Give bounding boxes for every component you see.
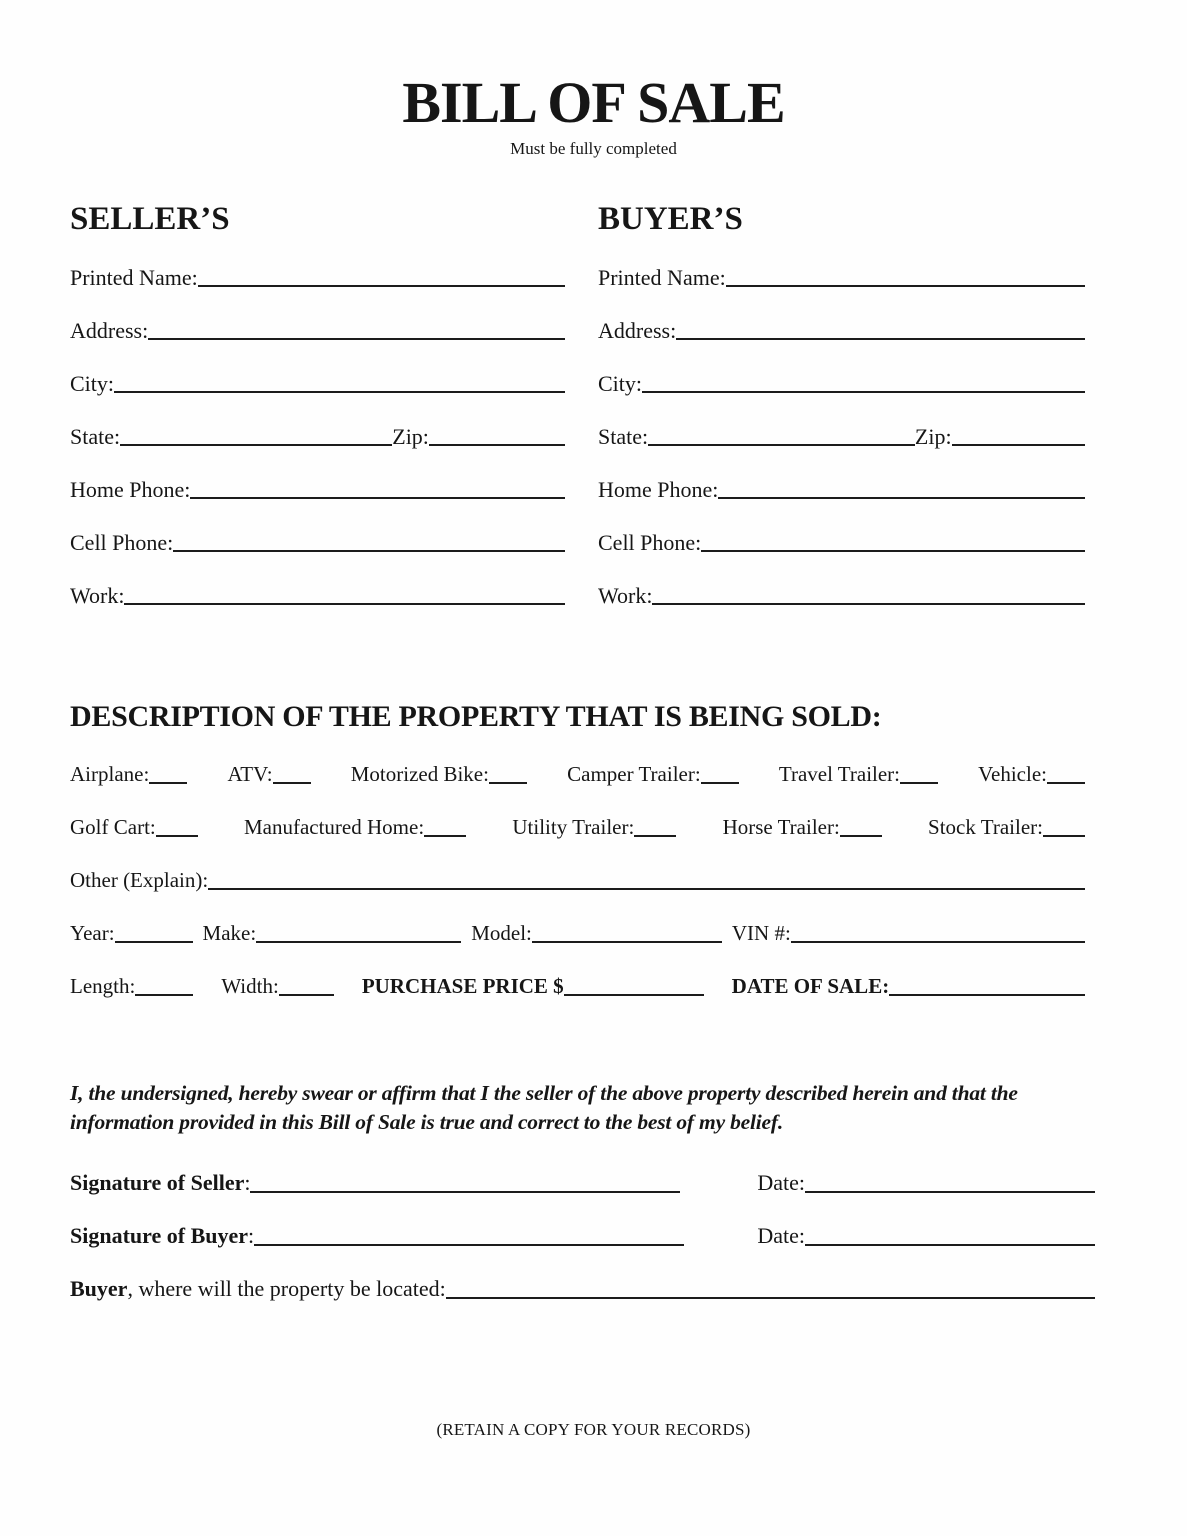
airplane-label: Airplane: bbox=[70, 762, 150, 786]
camper-trailer-field[interactable] bbox=[701, 782, 739, 784]
buyer-signature-row bbox=[70, 1223, 1095, 1249]
property-description-section bbox=[70, 700, 1085, 999]
buyer-printed-name-field[interactable] bbox=[726, 285, 1085, 287]
airplane-item bbox=[70, 762, 187, 787]
seller-cell-phone-row bbox=[70, 530, 565, 555]
seller-state-zip-row bbox=[70, 424, 565, 449]
page-title: BILL OF SALE bbox=[402, 70, 785, 135]
seller-date-field[interactable] bbox=[805, 1191, 1095, 1193]
width-field[interactable] bbox=[279, 994, 334, 996]
date-of-sale-item bbox=[732, 974, 1085, 999]
golf-cart-field[interactable] bbox=[156, 835, 198, 837]
buyer-date-label: Date: bbox=[757, 1223, 805, 1248]
utility-trailer-field[interactable] bbox=[634, 835, 676, 837]
length-label: Length: bbox=[70, 974, 136, 998]
vin-field[interactable] bbox=[791, 941, 1085, 943]
seller-home-phone-label: Home Phone: bbox=[70, 477, 191, 502]
year-item bbox=[70, 921, 193, 946]
year-make-model-vin-row bbox=[70, 921, 1085, 946]
model-field[interactable] bbox=[532, 941, 722, 943]
horse-trailer-field[interactable] bbox=[840, 835, 882, 837]
manufactured-home-label: Manufactured Home: bbox=[243, 815, 425, 839]
model-label: Model: bbox=[471, 921, 532, 945]
length-field[interactable] bbox=[135, 994, 193, 996]
seller-work-label: Work: bbox=[70, 583, 125, 608]
buyer-cell-phone-field[interactable] bbox=[701, 550, 1085, 552]
buyer-work-row bbox=[598, 583, 1085, 608]
purchase-price-label: PURCHASE PRICE $ bbox=[361, 974, 564, 998]
travel-trailer-label: Travel Trailer: bbox=[778, 762, 901, 786]
buyer-address-label: Address: bbox=[598, 318, 677, 343]
buyer-printed-name-label: Printed Name: bbox=[598, 265, 726, 290]
stock-trailer-label: Stock Trailer: bbox=[928, 815, 1043, 839]
buyer-state-field[interactable] bbox=[648, 444, 915, 446]
make-item bbox=[203, 921, 462, 946]
property-type-row-1 bbox=[70, 762, 1085, 787]
width-item bbox=[221, 974, 333, 999]
airplane-field[interactable] bbox=[149, 782, 187, 784]
property-location-row bbox=[70, 1276, 1095, 1302]
width-label: Width: bbox=[221, 974, 279, 998]
model-item bbox=[471, 921, 722, 946]
seller-cell-phone-label: Cell Phone: bbox=[70, 530, 174, 555]
horse-trailer-label: Horse Trailer: bbox=[722, 815, 840, 839]
year-field[interactable] bbox=[115, 941, 193, 943]
buyer-address-field[interactable] bbox=[676, 338, 1085, 340]
buyer-work-label: Work: bbox=[598, 583, 653, 608]
motorized-bike-field[interactable] bbox=[489, 782, 527, 784]
golf-cart-item bbox=[70, 815, 198, 840]
atv-label: ATV: bbox=[227, 762, 273, 786]
seller-home-phone-row bbox=[70, 477, 565, 502]
atv-field[interactable] bbox=[273, 782, 311, 784]
buyer-zip-label: Zip: bbox=[914, 424, 952, 449]
seller-work-row bbox=[70, 583, 565, 608]
utility-trailer-label: Utility Trailer: bbox=[512, 815, 635, 839]
travel-trailer-field[interactable] bbox=[900, 782, 938, 784]
affirmation-statement: I, the undersigned, hereby swear or affirm that I the seller of the above property described herein and that the information provided in this Bill of Sale is true and correct to the best of my belief. bbox=[70, 1081, 1018, 1134]
other-explain-row bbox=[70, 868, 1085, 893]
seller-city-field[interactable] bbox=[114, 391, 565, 393]
stock-trailer-field[interactable] bbox=[1043, 835, 1085, 837]
other-explain-field[interactable] bbox=[208, 888, 1085, 890]
retain-copy-note: (RETAIN A COPY FOR YOUR RECORDS) bbox=[436, 1420, 751, 1439]
buyer-date-field[interactable] bbox=[805, 1244, 1095, 1246]
purchase-price-item bbox=[362, 974, 704, 999]
buyer-printed-name-row bbox=[598, 265, 1085, 290]
signature-of-buyer-colon: : bbox=[248, 1223, 255, 1248]
buyer-state-zip-row bbox=[598, 424, 1085, 449]
buyer-work-field[interactable] bbox=[652, 603, 1085, 605]
seller-printed-name-label: Printed Name: bbox=[70, 265, 198, 290]
other-explain-label: Other (Explain): bbox=[70, 868, 209, 892]
buyer-home-phone-field[interactable] bbox=[718, 497, 1085, 499]
buyer-section bbox=[598, 201, 1085, 608]
seller-signature-field[interactable] bbox=[250, 1191, 680, 1193]
date-of-sale-label: DATE OF SALE: bbox=[731, 974, 890, 998]
vehicle-label: Vehicle: bbox=[978, 762, 1047, 786]
form-header bbox=[0, 0, 1187, 159]
seller-city-row bbox=[70, 371, 565, 396]
vehicle-field[interactable] bbox=[1047, 782, 1085, 784]
buyer-heading: BUYER’S bbox=[598, 201, 743, 237]
page-subtitle: Must be fully completed bbox=[510, 139, 677, 158]
seller-state-label: State: bbox=[70, 424, 121, 449]
buyer-cell-phone-label: Cell Phone: bbox=[598, 530, 702, 555]
buyer-zip-field[interactable] bbox=[952, 444, 1085, 446]
seller-city-label: City: bbox=[70, 371, 115, 396]
seller-date-label: Date: bbox=[757, 1170, 805, 1195]
manufactured-home-item bbox=[244, 815, 466, 840]
golf-cart-label: Golf Cart: bbox=[70, 815, 156, 839]
seller-state-field[interactable] bbox=[120, 444, 392, 446]
dimensions-price-row bbox=[70, 974, 1085, 999]
signature-of-buyer-label: Signature of Buyer bbox=[70, 1223, 249, 1248]
seller-home-phone-field[interactable] bbox=[190, 497, 565, 499]
motorized-bike-label: Motorized Bike: bbox=[350, 762, 489, 786]
purchase-price-field[interactable] bbox=[564, 994, 704, 996]
atv-item bbox=[227, 762, 310, 787]
parties-section bbox=[70, 201, 1085, 608]
seller-address-field[interactable] bbox=[148, 338, 565, 340]
vin-label: VIN #: bbox=[731, 921, 791, 945]
buyer-city-field[interactable] bbox=[642, 391, 1085, 393]
manufactured-home-field[interactable] bbox=[424, 835, 466, 837]
buyer-city-label: City: bbox=[598, 371, 643, 396]
year-label: Year: bbox=[70, 921, 115, 945]
property-type-row-2 bbox=[70, 815, 1085, 840]
seller-address-row bbox=[70, 318, 565, 343]
buyer-home-phone-label: Home Phone: bbox=[598, 477, 719, 502]
property-location-field[interactable] bbox=[446, 1297, 1095, 1299]
buyer-signature-field[interactable] bbox=[254, 1244, 684, 1246]
property-description-heading: DESCRIPTION OF THE PROPERTY THAT IS BEING SOLD: bbox=[70, 700, 882, 733]
date-of-sale-field[interactable] bbox=[889, 994, 1085, 996]
seller-printed-name-field[interactable] bbox=[198, 285, 565, 287]
camper-trailer-label: Camper Trailer: bbox=[567, 762, 701, 786]
length-item bbox=[70, 974, 193, 999]
vehicle-item bbox=[978, 762, 1085, 787]
seller-heading: SELLER’S bbox=[70, 201, 230, 237]
make-field[interactable] bbox=[256, 941, 461, 943]
make-label: Make: bbox=[202, 921, 257, 945]
buyer-home-phone-row bbox=[598, 477, 1085, 502]
vin-item bbox=[732, 921, 1085, 946]
buyer-state-label: State: bbox=[598, 424, 649, 449]
buyer-cell-phone-row bbox=[598, 530, 1085, 555]
seller-printed-name-row bbox=[70, 265, 565, 290]
stock-trailer-item bbox=[928, 815, 1085, 840]
seller-signature-row bbox=[70, 1170, 1095, 1196]
utility-trailer-item bbox=[512, 815, 676, 840]
buyer-city-row bbox=[598, 371, 1085, 396]
buyer-address-row bbox=[598, 318, 1085, 343]
seller-zip-field[interactable] bbox=[429, 444, 565, 446]
buyer-located-bold-label: Buyer bbox=[70, 1276, 128, 1301]
camper-trailer-item bbox=[567, 762, 739, 787]
seller-section bbox=[70, 201, 565, 608]
signature-of-seller-colon: : bbox=[244, 1170, 251, 1195]
horse-trailer-item bbox=[723, 815, 882, 840]
motorized-bike-item bbox=[351, 762, 527, 787]
buyer-located-rest-label: , where will the property be located: bbox=[127, 1276, 446, 1301]
seller-zip-label: Zip: bbox=[392, 424, 429, 449]
seller-address-label: Address: bbox=[70, 318, 149, 343]
seller-cell-phone-field[interactable] bbox=[173, 550, 565, 552]
signatures-section bbox=[70, 1170, 1095, 1302]
signature-of-seller-label: Signature of Seller bbox=[70, 1170, 245, 1195]
seller-work-field[interactable] bbox=[124, 603, 565, 605]
travel-trailer-item bbox=[779, 762, 938, 787]
